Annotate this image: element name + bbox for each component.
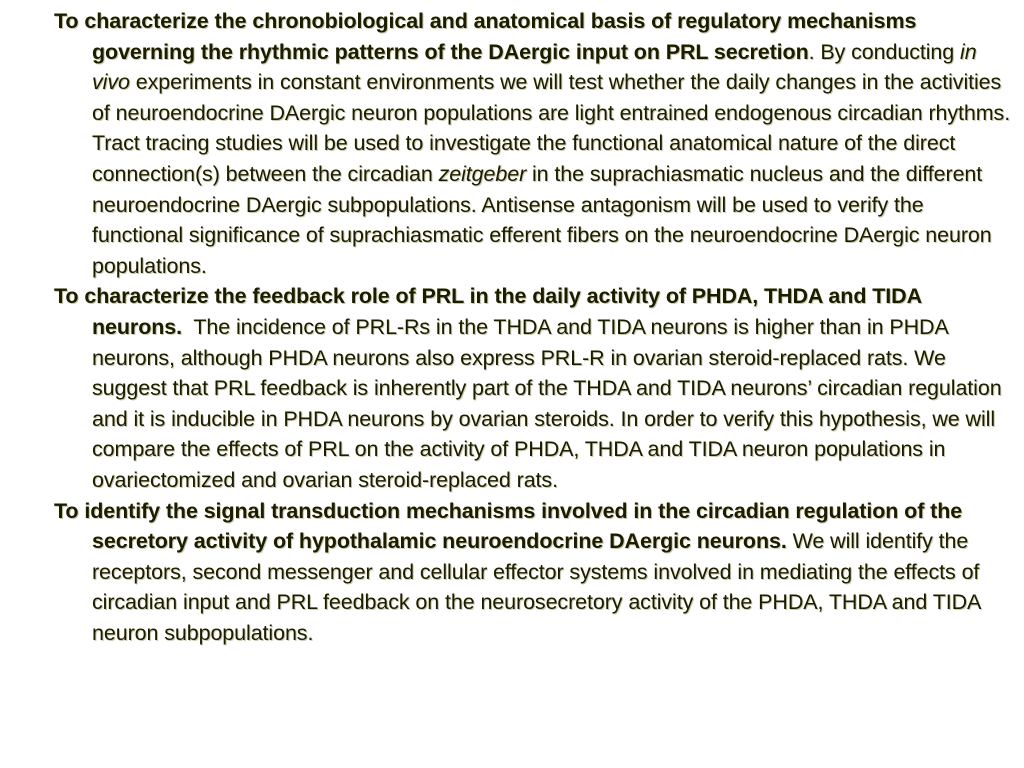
aim-1-italic-in-vivo: in vivo: [92, 39, 977, 95]
aim-paragraph-3: [54, 496, 1016, 649]
aim-2-body: The incidence of PRL-Rs in the THDA and TIDA neurons is higher than in PHDA neurons, although PHDA neurons also express PRL-R in ovarian steroid-replaced rats. We suggest that PRL feedback is inherently part of the THDA and TIDA neurons’ circadian regulation and it is inducible in PHDA neurons by ovarian steroids. In order to verify this hypothesis, we will compare the effects of PRL on the activity of PHDA, THDA and TIDA neuron populations in ovariectomized and ovarian steroid-replaced rats.: [92, 314, 1008, 492]
aim-paragraph-1: [54, 6, 1016, 281]
aim-1-body-part-2: experiments in constant environments we will test whether the daily changes in the activities of neuroendocrine DAergic neuron populations are light entrained endogenous circadian rhythms. Tract tracing studies will be used to investigate the functional anatomical nature of the direct connection(s) between the circadian: [92, 70, 1011, 186]
aim-3-heading: To identify the signal transduction mechanisms involved in the circadian regulation of the secretory activity of hypothalamic neuroendocrine DAergic neurons.: [54, 498, 963, 554]
aim-1-body-part-1: . By conducting: [808, 39, 961, 64]
aim-paragraph-2: [54, 281, 1016, 495]
aim-3-body: We will identify the receptors, second messenger and cellular effector systems involved in mediating the effects of circadian input and PRL feedback on the neurosecretory activity of the PHDA, THDA and TIDA neuron subpopulations.: [92, 529, 981, 645]
document-page: [54, 6, 1016, 648]
aim-2-heading: To characterize the feedback role of PRL in the daily activity of PHDA, THDA and TIDA neurons.: [54, 284, 922, 339]
aim-1-body-part-3: in the suprachiasmatic nucleus and the different neuroendocrine DAergic subpopulations. Antisense antagonism will be used to verify the functional significance of suprachiasmatic efferent fibers on the neuroendocrine DAergic neuron populations.: [92, 161, 992, 278]
aim-1-heading: To characterize the chronobiological and anatomical basis of regulatory mechanisms governing the rhythmic patterns of the DAergic input on PRL secretion: [54, 9, 917, 64]
aim-1-italic-zeitgeber: zeitgeber: [438, 161, 527, 186]
